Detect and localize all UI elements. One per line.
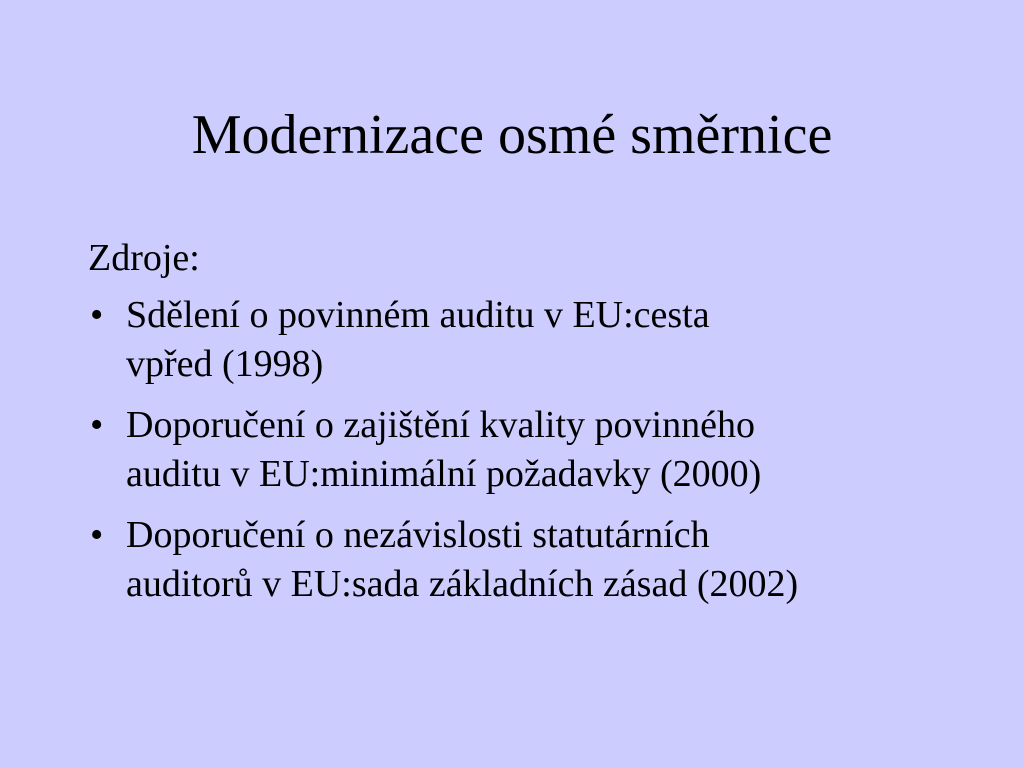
slide-body — [88, 234, 968, 621]
slide-title: Modernizace osmé směrnice — [191, 104, 833, 166]
intro-text: Zdroje: — [88, 237, 200, 279]
list-item — [88, 291, 968, 389]
bullet-text-line: vpřed (1998) — [126, 343, 324, 385]
bullet-text-line: Sdělení o povinném auditu v EU:cesta — [126, 294, 710, 336]
bullet-text-line: Doporučení o zajištění kvality povinného — [126, 404, 755, 446]
list-item — [88, 511, 968, 609]
bullet-list — [88, 291, 968, 609]
bullet-text-line: Doporučení o nezávislosti statutárních — [126, 514, 710, 556]
list-item — [88, 401, 968, 499]
bullet-icon: • — [90, 404, 104, 446]
bullet-text-line: auditorů v EU:sada základních zásad (2002) — [126, 563, 799, 605]
bullet-icon: • — [90, 514, 104, 556]
bullet-text-line: auditu v EU:minimální požadavky (2000) — [126, 453, 762, 495]
bullet-icon: • — [90, 294, 104, 336]
